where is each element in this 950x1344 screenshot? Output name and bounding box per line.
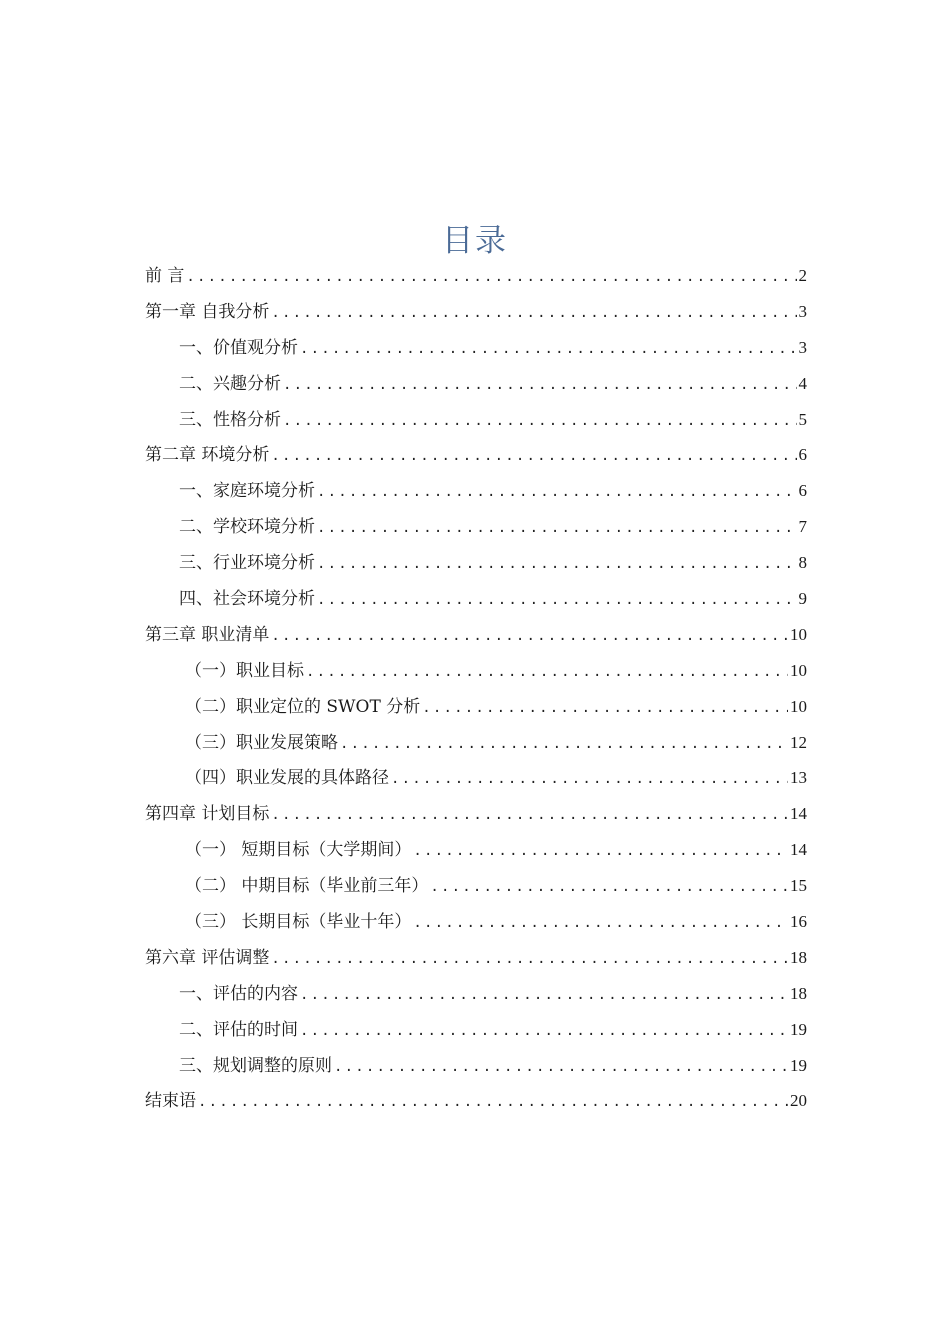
toc-entry-text: 三、规划调整的原则 xyxy=(179,1055,332,1076)
toc-page-number: 6 xyxy=(798,481,807,501)
toc-leader-dots xyxy=(271,942,788,978)
toc-entry[interactable] xyxy=(145,796,807,832)
toc-leader-dots xyxy=(271,619,788,655)
toc-entry[interactable] xyxy=(145,725,807,761)
toc-entry-text: 三、性格分析 xyxy=(179,409,281,430)
toc-leader-dots xyxy=(340,727,788,763)
toc-entry-text: （三）职业发展策略 xyxy=(185,732,338,753)
toc-entry-text: 第六章 评估调整 xyxy=(145,947,270,968)
toc-entry[interactable] xyxy=(145,545,807,581)
toc-page-number: 10 xyxy=(790,660,807,680)
toc-leader-dots xyxy=(300,978,788,1014)
toc-leader-dots xyxy=(413,906,788,942)
toc-entry-text: 第二章 环境分析 xyxy=(145,445,270,466)
toc-entry[interactable] xyxy=(145,904,807,940)
toc-page-number: 18 xyxy=(790,983,807,1003)
toc-entry[interactable] xyxy=(145,617,807,653)
toc-entry-text: 第一章 自我分析 xyxy=(145,301,270,322)
toc-entry-text: 二、学校环境分析 xyxy=(179,517,315,538)
toc-title: 目录 xyxy=(442,222,508,259)
toc-entry-text: 二、评估的时间 xyxy=(179,1019,298,1040)
toc-leader-dots xyxy=(430,870,788,906)
toc-entry-text: 一、价值观分析 xyxy=(179,337,298,358)
toc-page-number: 19 xyxy=(790,1019,807,1039)
toc-page-number: 12 xyxy=(790,732,807,752)
toc-entry-text: 一、家庭环境分析 xyxy=(179,481,315,502)
toc-page-number: 2 xyxy=(798,266,807,285)
toc-entry[interactable] xyxy=(145,940,807,976)
toc-page-number: 10 xyxy=(790,696,807,716)
toc-entry-text: （一）职业目标 xyxy=(185,660,304,681)
toc-entry-text: 结束语 xyxy=(145,1091,196,1112)
toc-leader-dots xyxy=(300,332,797,368)
toc-leader-dots xyxy=(317,547,797,583)
toc-leader-dots xyxy=(334,1050,788,1086)
toc-leader-dots xyxy=(306,655,788,691)
toc-entry[interactable] xyxy=(145,1083,807,1119)
toc-leader-dots xyxy=(283,404,797,440)
toc-entry[interactable] xyxy=(145,473,807,509)
toc-entry-text: 二、兴趣分析 xyxy=(179,373,281,394)
toc-leader-dots xyxy=(317,583,797,619)
toc-entry-text: 第三章 职业清单 xyxy=(145,624,270,645)
toc-leader-dots xyxy=(422,691,788,727)
toc-page-number: 5 xyxy=(798,409,807,429)
toc-page-number: 14 xyxy=(790,840,807,860)
toc-page-number: 14 xyxy=(790,804,807,824)
toc-leader-dots xyxy=(391,762,788,798)
toc-leader-dots xyxy=(186,260,796,296)
toc-page-number: 6 xyxy=(798,445,807,465)
toc-leader-dots xyxy=(413,834,788,870)
toc-entry[interactable] xyxy=(145,294,807,330)
toc-entry[interactable] xyxy=(145,509,807,545)
toc-entry[interactable] xyxy=(145,760,807,796)
toc-page-number: 7 xyxy=(798,517,807,537)
toc-entry[interactable] xyxy=(145,976,807,1012)
toc-page-number: 3 xyxy=(798,301,807,321)
toc-entry-text: （三） 长期目标（毕业十年） xyxy=(185,912,412,933)
toc-page-number: 15 xyxy=(790,876,807,896)
toc-leader-dots xyxy=(271,296,796,332)
toc-page-number: 9 xyxy=(798,589,807,609)
toc-entry[interactable] xyxy=(145,258,807,294)
toc-leader-dots xyxy=(300,1014,788,1050)
toc-entry-text: （一） 短期目标（大学期间） xyxy=(185,840,412,861)
toc-leader-dots xyxy=(198,1085,788,1121)
toc-entry[interactable] xyxy=(145,330,807,366)
toc-entry-text: 三、行业环境分析 xyxy=(179,553,315,574)
toc-entry[interactable] xyxy=(145,832,807,868)
toc-leader-dots xyxy=(317,475,797,511)
toc-entry[interactable] xyxy=(145,402,807,438)
toc-page-number: 4 xyxy=(798,373,807,393)
toc-entry-text: （二）职业定位的 SWOT 分析 xyxy=(185,696,421,717)
toc-leader-dots xyxy=(317,511,797,547)
toc-page-number: 10 xyxy=(790,624,807,644)
toc-entry-text: 一、评估的内容 xyxy=(179,983,298,1004)
toc-entry[interactable] xyxy=(145,689,807,725)
toc-entry[interactable] xyxy=(145,366,807,402)
toc-entry[interactable] xyxy=(145,1048,807,1084)
toc-page-number: 18 xyxy=(790,947,807,967)
toc-leader-dots xyxy=(283,368,797,404)
toc-page-number: 13 xyxy=(790,768,807,788)
toc-leader-dots xyxy=(271,439,796,475)
table-of-contents xyxy=(145,258,807,1119)
toc-leader-dots xyxy=(271,798,788,834)
toc-entry[interactable] xyxy=(145,1012,807,1048)
toc-entry[interactable] xyxy=(145,437,807,473)
toc-entry[interactable] xyxy=(145,868,807,904)
toc-entry-text: 前 言 xyxy=(145,266,185,286)
toc-page-number: 8 xyxy=(798,553,807,573)
toc-entry-text: （四）职业发展的具体路径 xyxy=(185,768,389,789)
toc-entry-text: 第四章 计划目标 xyxy=(145,804,270,825)
toc-entry[interactable] xyxy=(145,653,807,689)
toc-entry-text: （二） 中期目标（毕业前三年） xyxy=(185,876,429,897)
toc-page-number: 16 xyxy=(790,912,807,932)
toc-entry[interactable] xyxy=(145,581,807,617)
toc-page-number: 20 xyxy=(790,1091,807,1111)
toc-entry-text: 四、社会环境分析 xyxy=(179,589,315,610)
toc-page-number: 19 xyxy=(790,1055,807,1075)
toc-page-number: 3 xyxy=(798,337,807,357)
